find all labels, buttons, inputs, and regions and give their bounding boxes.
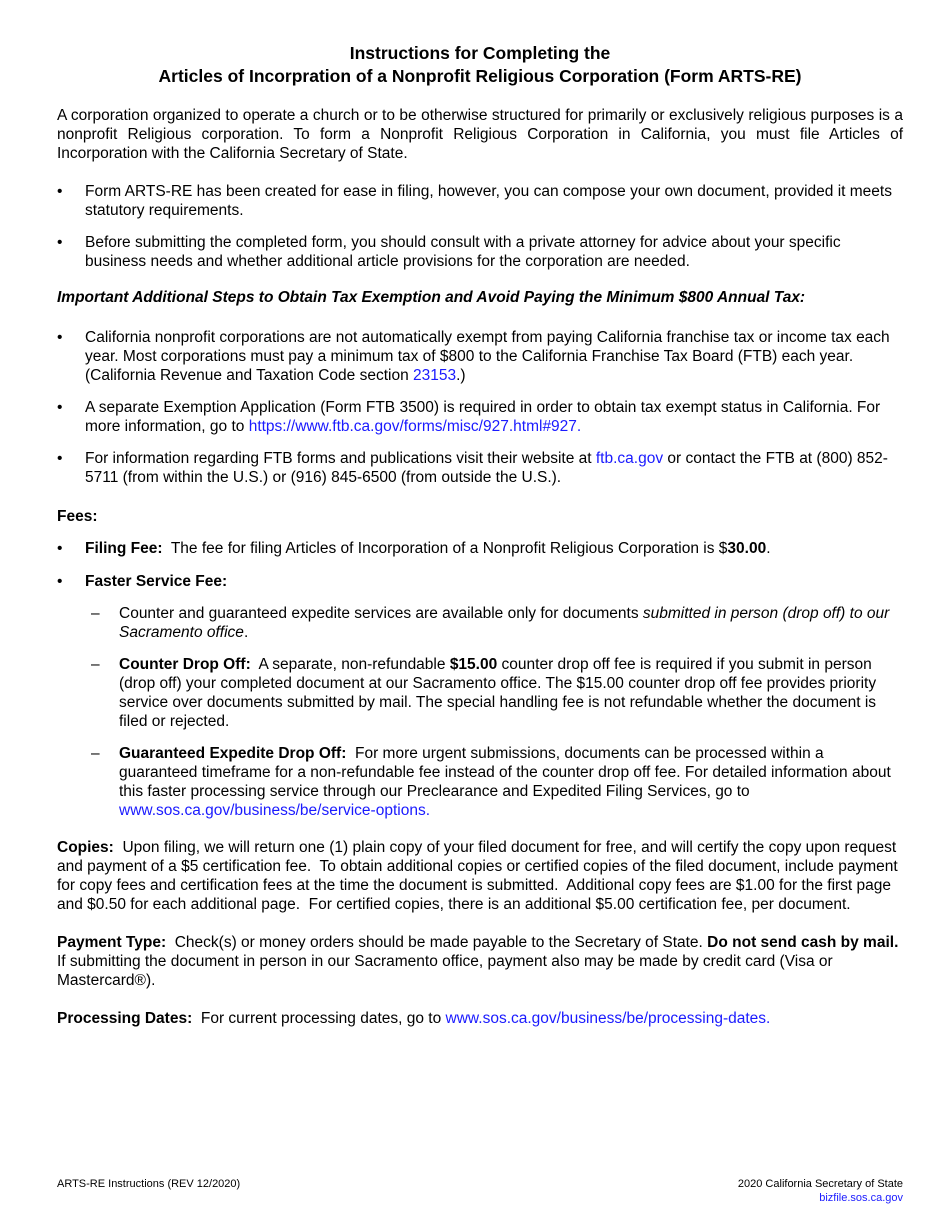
bullet-icon: • bbox=[57, 399, 63, 416]
filing-fee-bullet bbox=[57, 539, 903, 558]
tax-bullet-2 bbox=[57, 398, 903, 436]
bullet-icon: • bbox=[57, 540, 63, 557]
service-options-link[interactable]: www.sos.ca.gov/business/be/service-options. bbox=[119, 802, 431, 819]
expedite-text: For more urgent submissions, documents can be processed within a guaranteed timeframe for a non-refundable fee instead of the counter drop off fee. For detailed information about this faster processing service through our Preclearance and Expedited Filing Services, go to bbox=[119, 745, 896, 800]
dash-italic: submitted in person (drop off) to our Sacramento office bbox=[119, 605, 890, 641]
counter-drop-off-text-2: counter drop off fee is required if you submit in person (drop off) your completed document at our Sacramento office. The $15.00 counter drop off fee provides priority service over documents submitted by mail. The special handling fee is not refundable whether the document is filed or rejected. bbox=[119, 656, 877, 730]
page-title bbox=[57, 42, 903, 88]
fees-heading: Fees: bbox=[57, 508, 98, 525]
general-bullet-2 bbox=[57, 233, 903, 271]
processing-dates-link[interactable]: www.sos.ca.gov/business/be/processing-dates. bbox=[445, 1010, 771, 1027]
footer-form-revision: ARTS-RE Instructions (REV 12/2020) bbox=[57, 1178, 241, 1190]
filing-fee-amount: 30.00 bbox=[727, 540, 767, 557]
processing-text: For current processing dates, go to bbox=[192, 1010, 446, 1027]
dash-icon: – bbox=[91, 745, 100, 762]
payment-text-2: If submitting the document in person in our Sacramento office, payment also may be made by credit card (Visa or Mastercard®). bbox=[57, 934, 908, 989]
dash-end: . bbox=[243, 624, 249, 641]
dash-text: Counter and guaranteed expedite services are available only for documents bbox=[119, 605, 643, 622]
bizfile-link[interactable]: bizfile.sos.ca.gov bbox=[819, 1192, 903, 1204]
tax-bullet-1 bbox=[57, 328, 903, 385]
footer-copyright bbox=[738, 1177, 903, 1205]
bullet-text: A separate Exemption Application (Form FTB 3500) is required in order to obtain tax exempt status in California. For more information, go to bbox=[85, 399, 881, 435]
dash-item-counter-drop-off bbox=[57, 655, 903, 731]
copies-label: Copies: bbox=[57, 839, 114, 856]
copies-text: Upon filing, we will return one (1) plain copy of your filed document for free, and will certify the copy upon request and payment of a $5 certification fee. To obtain additional copies or certified copies of the filed document, include payment for copy fees and certification fees at the time the document is submitted. Additional copy fees are $1.00 for the first page and $0.50 for each additional page. For certified copies, there is an additional $5.00 certification fee, per document. bbox=[57, 839, 902, 913]
bullet-icon: • bbox=[57, 573, 63, 590]
dash-icon: – bbox=[91, 605, 100, 622]
counter-drop-off-text-1: A separate, non-refundable bbox=[250, 656, 450, 673]
dash-item-guaranteed-expedite bbox=[57, 744, 903, 820]
footer-copyright-text: 2020 California Secretary of State bbox=[737, 1178, 903, 1190]
code-section-link[interactable]: 23153 bbox=[413, 367, 457, 384]
bullet-text: California nonprofit corporations are not automatically exempt from paying California franchise tax or income tax each year. Most corporations must pay a minimum tax of $800 to the California Franchise Tax Board (FTB) each year. (California Revenue and Taxation Code section bbox=[85, 329, 890, 384]
ftb-927-link[interactable]: https://www.ftb.ca.gov/forms/misc/927.html#927. bbox=[248, 418, 582, 435]
bullet-text: Before submitting the completed form, you should consult with a private attorney for advice about your specific business needs and whether additional article provisions for the corporation are needed. bbox=[85, 234, 841, 270]
dash-icon: – bbox=[91, 656, 100, 673]
filing-fee-text: The fee for filing Articles of Incorporation of a Nonprofit Religious Corporation is $ bbox=[162, 540, 728, 557]
intro-paragraph: A corporation organized to operate a church or to be otherwise structured for primarily or exclusively religious purposes is a nonprofit Religious corporation. To form a Nonprofit Religious Corporation in California, you must file Articles of Incorporation with the California Secretary of State. bbox=[57, 107, 903, 162]
payment-label: Payment Type: bbox=[57, 934, 167, 951]
filing-fee-label: Filing Fee: bbox=[85, 540, 163, 557]
filing-fee-end: . bbox=[766, 540, 771, 557]
faster-service-label: Faster Service Fee: bbox=[85, 573, 228, 590]
bullet-text-end: or contact the FTB at (800) 852-5711 (from within the U.S.) or (916) 845-6500 (from outside the U.S.). bbox=[85, 450, 888, 486]
payment-warning: Do not send cash by mail. bbox=[707, 934, 899, 951]
tax-bullet-3 bbox=[57, 449, 903, 487]
ftb-website-link[interactable]: ftb.ca.gov bbox=[595, 450, 664, 467]
dash-item-availability bbox=[57, 604, 903, 642]
tax-heading: Important Additional Steps to Obtain Tax Exemption and Avoid Paying the Minimum $800 Annual Tax: bbox=[57, 289, 806, 306]
expedite-label: Guaranteed Expedite Drop Off: bbox=[119, 745, 347, 762]
title-line-1: Instructions for Completing the bbox=[349, 43, 611, 63]
faster-service-bullet bbox=[57, 572, 903, 591]
bullet-text: For information regarding FTB forms and publications visit their website at bbox=[85, 450, 596, 467]
processing-label: Processing Dates: bbox=[57, 1010, 193, 1027]
copies-paragraph bbox=[57, 838, 903, 914]
counter-drop-off-label: Counter Drop Off: bbox=[119, 656, 251, 673]
bullet-icon: • bbox=[57, 234, 63, 251]
bullet-text: Form ARTS-RE has been created for ease in filing, however, you can compose your own document, provided it meets statutory requirements. bbox=[85, 183, 892, 219]
general-bullet-1 bbox=[57, 182, 903, 220]
bullet-icon: • bbox=[57, 329, 63, 346]
bullet-icon: • bbox=[57, 450, 63, 467]
bullet-icon: • bbox=[57, 183, 63, 200]
document-page bbox=[57, 40, 908, 1028]
title-line-2: Articles of Incorpration of a Nonprofit Religious Corporation (Form ARTS-RE) bbox=[158, 66, 802, 86]
processing-paragraph bbox=[57, 1009, 903, 1028]
payment-paragraph bbox=[57, 933, 908, 990]
bullet-text-end: .) bbox=[456, 367, 466, 384]
counter-drop-off-amount: $15.00 bbox=[449, 656, 498, 673]
payment-text-1: Check(s) or money orders should be made payable to the Secretary of State. bbox=[166, 934, 708, 951]
